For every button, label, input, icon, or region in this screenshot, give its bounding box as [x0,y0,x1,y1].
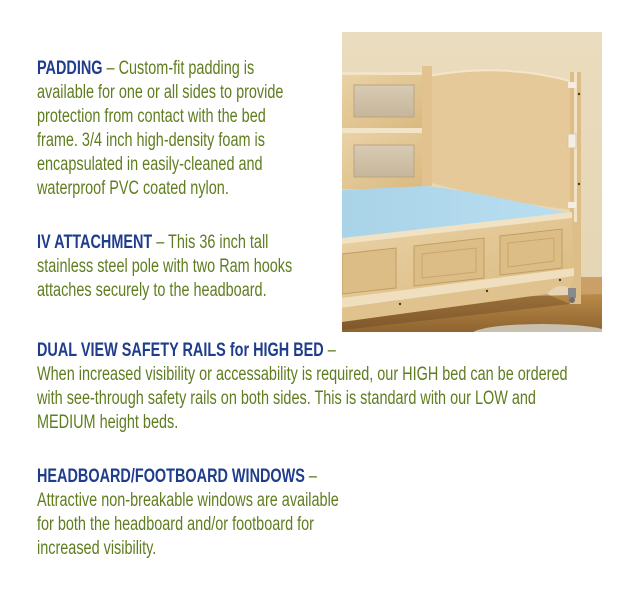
section-text: stainless steel pole with two Ram hooks [37,256,293,277]
section-first-line: PADDING – Custom-fit padding is [37,58,255,79]
section-heading: HEADBOARD/FOOTBOARD WINDOWS [37,466,305,487]
section-text: This 36 inch tall [168,232,269,253]
section-text: Custom-fit padding is [118,58,255,79]
section-heading: IV ATTACHMENT [37,232,153,253]
section-text: for both the headboard and/or footboard for [37,514,314,535]
section-text: frame. 3/4 inch high-density foam is [37,130,265,151]
section-iv-attachment [37,231,292,303]
section-padding [37,57,283,201]
section-heading: DUAL VIEW SAFETY RAILS for HIGH BED [37,340,324,361]
section-text: increased visibility. [37,538,157,559]
section-text: with see-through safety rails on both sides. This is standard with our LOW and [37,388,536,409]
section-first-line: IV ATTACHMENT – This 36 inch tall [37,232,269,253]
section-first-line: DUAL VIEW SAFETY RAILS for HIGH BED – [37,340,336,361]
section-text: available for one or all sides to provide [37,82,284,103]
section-text: When increased visibility or accessability is required, our HIGH bed can be ordered [37,364,568,385]
section-text: Attractive non-breakable windows are available [37,490,339,511]
section-text: MEDIUM height beds. [37,412,179,433]
section-text: protection from contact with the bed [37,106,266,127]
section-first-line: HEADBOARD/FOOTBOARD WINDOWS – [37,466,317,487]
section-heading: PADDING [37,58,103,79]
section-dual-view-safety-rails [37,339,568,435]
section-headboard-footboard-windows [37,465,339,561]
bed-photo [342,32,602,332]
bed-illustration [342,32,602,332]
section-text: attaches securely to the headboard. [37,280,267,301]
section-text: encapsulated in easily-cleaned and [37,154,263,175]
section-text: waterproof PVC coated nylon. [37,178,229,199]
